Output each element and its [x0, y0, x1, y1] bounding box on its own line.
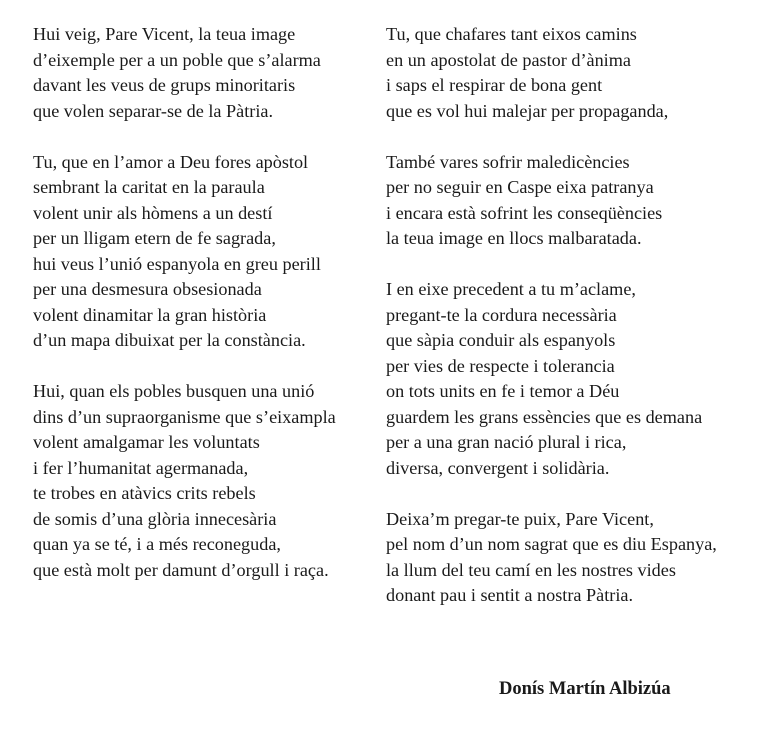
verse-line: diversa, convergent i solidària. [386, 457, 610, 478]
verse-line: per no seguir en Caspe eixa patranya [386, 177, 654, 197]
verse-line: per a una gran nació plural i rica, [386, 432, 627, 452]
verse-line: sembrant la caritat en la paraula [33, 177, 265, 197]
verse-line: guardem les grans essències que es demana [386, 406, 703, 427]
verse-line: Tu, que en l’amor a Deu fores apòstol [33, 151, 309, 172]
stanza [33, 379, 378, 583]
verse-line: que es vol hui malejar per propaganda, [386, 100, 669, 121]
verse-line: quan ya se té, i a més reconeguda, [33, 534, 281, 554]
poem-left-column [33, 22, 378, 609]
verse-line: Deixa’m pregar-te puix, Pare Vicent, [386, 508, 654, 529]
verse-line: hui veus l’unió espanyola en greu perill [33, 253, 321, 274]
stanza [386, 22, 756, 124]
verse-line: d’un mapa dibuixat per la constància. [33, 330, 306, 350]
verse-line: que està molt per damunt d’orgull i raça. [33, 559, 329, 580]
author-signature: Donís Martín Albizúa [499, 679, 671, 699]
verse-line: la llum del teu camí en les nostres vides [386, 559, 676, 580]
verse-line: volent amalgamar les voluntats [33, 432, 260, 452]
stanza [386, 507, 756, 609]
verse-line: te trobes en atàvics crits rebels [33, 483, 256, 503]
verse-line: volent unir als hòmens a un destí [33, 202, 273, 223]
verse-line: Hui, quan els pobles busquen una unió [33, 381, 315, 401]
verse-line: en un apostolat de pastor d’ànima [386, 49, 631, 70]
verse-line: que volen separar-se de la Pàtria. [33, 100, 274, 121]
verse-line: on tots units en fe i temor a Déu [386, 381, 620, 401]
verse-line: de somis d’una glòria innecesària [33, 508, 277, 529]
verse-line: d’eixemple per a un poble que s’alarma [33, 49, 321, 70]
verse-line: per un lligam etern de fe sagrada, [33, 228, 276, 248]
verse-line: que sàpia conduir als espanyols [386, 330, 616, 350]
verse-line: També vares sofrir maledicències [386, 151, 630, 172]
verse-line: volent dinamitar la gran història [33, 304, 267, 325]
verse-line: davant les veus de grups minoritaris [33, 75, 296, 95]
stanza [386, 277, 756, 481]
poem-right-column [386, 22, 756, 634]
stanza [33, 150, 378, 354]
verse-line: I en eixe precedent a tu m’aclame, [386, 279, 636, 299]
stanza [386, 150, 756, 252]
verse-line: i saps el respirar de bona gent [386, 75, 603, 95]
verse-line: Tu, que chafares tant eixos camins [386, 24, 637, 44]
verse-line: la teua image en llocs malbaratada. [386, 228, 642, 248]
stanza [33, 22, 378, 124]
verse-line: pel nom d’un nom sagrat que es diu Espanya, [386, 534, 717, 554]
verse-line: Hui veig, Pare Vicent, la teua image [33, 24, 296, 44]
verse-line: per vies de respecte i tolerancia [386, 355, 615, 376]
verse-line: i fer l’humanitat agermanada, [33, 457, 249, 478]
verse-line: donant pau i sentit a nostra Pàtria. [386, 585, 633, 605]
verse-line: per una desmesura obsesionada [33, 279, 262, 299]
verse-line: dins d’un supraorganisme que s’eixampla [33, 406, 336, 427]
verse-line: pregant-te la cordura necessària [386, 304, 617, 325]
verse-line: i encara està sofrint les conseqüències [386, 202, 663, 223]
